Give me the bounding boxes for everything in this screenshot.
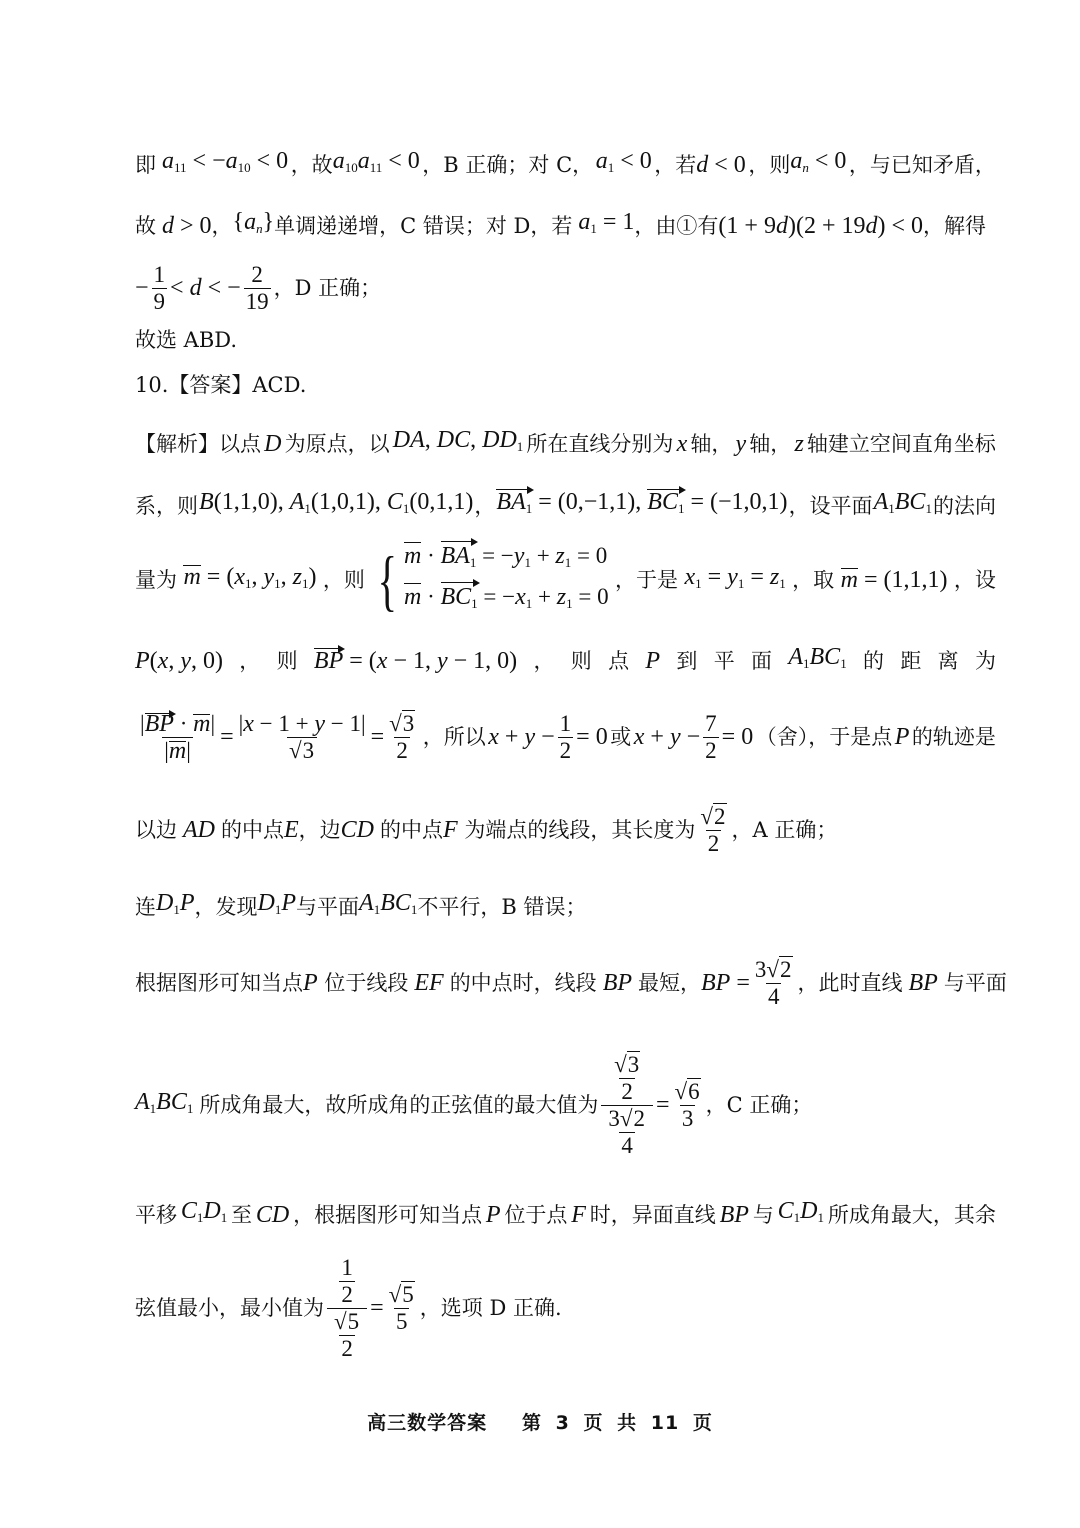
footer-total-suffix: 页 <box>692 1412 713 1434</box>
solution-line-14: $A_1BC_1$ 所成角最大，故所成角的正弦值的最大值为 $\frac{\frac{√3}{2}}{\frac{3√2}{4}}$ = $\frac{√6}{3}$ ，C 正确； <box>135 1051 813 1158</box>
footer-total-pages: 11 <box>650 1412 680 1434</box>
solution-line-1: 即 $a_{11} < -a_{10} < 0$ ，故 $a_{10}a_{11} < 0$ ，B 正确；对 C， $a_1 < 0$ ，若 d < 0 ，则 $a_n < 0$ ，与已知矛盾， <box>135 148 996 178</box>
solution-line-9: P(x, y, 0) ， 则 BP = (x − 1, y − 1, 0) ， 则 点 P 到 平 面 $A_1BC_1$ 的 距 离 为 <box>135 644 996 674</box>
fraction-distance: $\frac{|BP \cdot m|}{|m|}$ <box>140 710 216 764</box>
solution-line-11: 以边 AD 的中点 E ，边 CD 的中点 F 为端点的线段，其长度为 $\frac{√2}{2}$ ，A 正确； <box>135 803 838 856</box>
complex-fraction-cosine: $\frac{\frac{1}{2}}{\frac{√5}{2}}$ <box>327 1255 367 1362</box>
solution-line-4: 故选 ABD. <box>135 328 238 352</box>
footer-total-prefix: 共 <box>617 1412 638 1434</box>
solution-line-6: 【解析】以点 D 为原点，以 DA, DC, $DD_1$ 所在直线分别为 x 轴， y 轴， z 轴建立空间直角坐标 <box>135 427 996 457</box>
solution-line-7: 系，则 B(1,1,0), $A_1(1,0,1)$, $C_1(0,1,1)$ ， $BA_1 = (0,-1,1)$, $BC_1 = (-1,0,1)$ ，设平面 $A_1BC_1$ 的法向 <box>135 487 996 524</box>
fraction-neg-two-nineteenths: $\frac{2}{19}$ <box>245 261 269 314</box>
fraction-root3-half: $\frac{√3}{2}$ <box>389 710 415 763</box>
fraction-half: $\frac{1}{2}$ <box>559 710 572 763</box>
solution-line-16: 弦值最小，最小值为 $\frac{\frac{1}{2}}{\frac{√5}{2}}$ = $\frac{√5}{5}$ ，选项 D 正确. <box>135 1254 562 1361</box>
solution-line-15: 平移 $C_1D_1$ 至 CD ，根据图形可知当点 P 位于点 F 时，异面直线 BP 与 $C_1D_1$ 所成角最大，其余 <box>135 1198 996 1228</box>
page-footer <box>0 1408 1080 1435</box>
fraction-root6-third: $\frac{√6}{3}$ <box>674 1078 700 1131</box>
solution-line-2: 故 d > 0 ， $\{a_n\}$ 单调递递增，C 错误；对 D，若 $a_1 = 1$ ，由①有 (1 + 9d)(2 + 19d) < 0 ，解得 <box>135 209 987 239</box>
footer-title: 高三数学答案 <box>367 1412 488 1434</box>
footer-page-mid: 页 <box>583 1412 604 1434</box>
solution-line-12: 连 $D_1P$ ，发现 $D_1P$ 与平面 $A_1BC_1$ 不平行，B 错误； <box>135 890 587 919</box>
solution-line-13: 根据图形可知当点 P 位于线段 EF 的中点时，线段 BP 最短， BP = $\frac{3√2}{4}$ ，此时直线 BP 与平面 <box>135 956 1007 1009</box>
fraction-neg-one-ninth: $\frac{1}{9}$ <box>153 261 166 314</box>
fraction-root5-fifth: $\frac{√5}{5}$ <box>388 1281 414 1334</box>
fraction-seven-half: $\frac{7}{2}$ <box>705 710 717 763</box>
fraction-root2-half: $\frac{√2}{2}$ <box>700 803 726 856</box>
equation-system: $m \cdot BA_1 = -y_1 + z_1 = 0$ $m \cdot BC_1 = -x_1 + z_1 = 0$ <box>404 539 609 621</box>
fraction-abs: $\frac{|x - 1 + y - 1|}{√3}$ <box>238 710 366 763</box>
footer-page-prefix: 第 <box>522 1412 543 1434</box>
answer-heading-10: 10.【答案】ACD. <box>135 373 307 397</box>
fraction-3root2-quarter: $\frac{3√2}{4}$ <box>754 956 792 1009</box>
complex-fraction-sine: $\frac{\frac{√3}{2}}{\frac{3√2}{4}}$ <box>601 1052 653 1159</box>
solution-line-8: 量为 $m = (x_1$, $y_1$, $z_1$) ，则 { $m \cdot BA_1 = -y_1 + z_1 = 0$ $m \cdot BC_1 = -x_1 + z_1 = 0$ ，于是 $x_1 = y_1 = z_1$ ，取 m = (1,1,1) ，设 <box>135 545 996 615</box>
footer-page-number: 3 <box>555 1412 570 1434</box>
solution-line-10: $\frac{|BP \cdot m|}{|m|}$ = $\frac{|x - 1 + y - 1|}{√3}$ = $\frac{√3}{2}$ ，所以 x + y − $\frac{1}{2}$ = 0 或 x + y − $\frac{7}{2}$ = 0 （舍），于是点 P 的轨迹是 <box>140 710 996 764</box>
solution-line-3: − $\frac{1}{9}$ < d < − $\frac{2}{19}$ ，D 正确； <box>135 261 382 314</box>
